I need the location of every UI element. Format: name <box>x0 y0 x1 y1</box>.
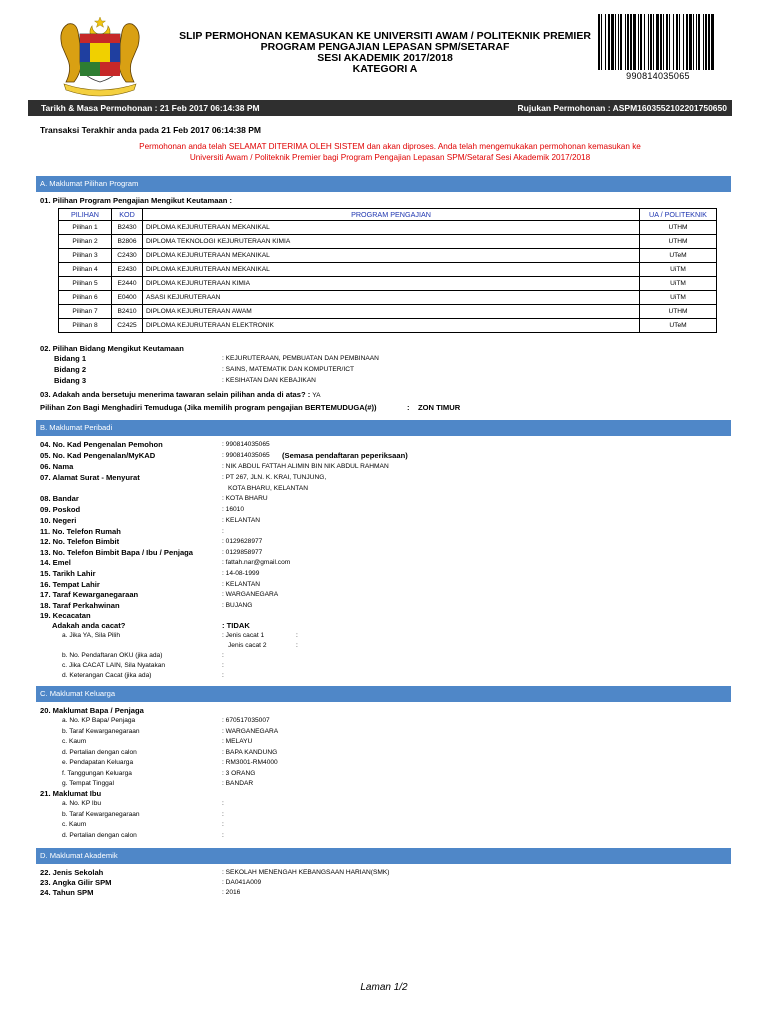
cell-program: DIPLOMA KEJURUTERAAN MEKANIKAL <box>143 249 640 263</box>
father-title: 20. Maklumat Bapa / Penjaga <box>40 706 144 715</box>
barcode-bar <box>669 14 670 70</box>
field-label: b. Taraf Kewarganegaraan <box>62 727 140 735</box>
cell-kod: E2430 <box>112 263 143 277</box>
disability-d-colon: : <box>222 672 224 679</box>
cell-institution: UiTM <box>640 277 717 291</box>
field-value: : 14-08-1999 <box>222 570 260 577</box>
barcode-bar <box>683 14 684 70</box>
barcode-bar <box>644 14 645 70</box>
field-label: 07. Alamat Surat - Menyurat <box>40 473 140 482</box>
field-value: : BANDAR <box>222 780 254 787</box>
table-row <box>59 263 717 277</box>
barcode-bar <box>627 14 629 70</box>
field-label: g. Tempat Tinggal <box>62 780 114 787</box>
col-pilihan: PILIHAN <box>59 209 112 221</box>
field-value: : 16010 <box>222 506 244 513</box>
page-number: Laman 1/2 <box>360 982 408 993</box>
field-label: Bidang 2 <box>54 365 87 374</box>
field-value: : KELANTAN <box>222 517 260 524</box>
cell-kod: B2430 <box>112 221 143 235</box>
interview-zone-value: ZON TIMUR <box>418 403 461 412</box>
field-value: : <box>222 800 224 807</box>
cell-kod: E0400 <box>112 291 143 305</box>
field-value: : <box>222 831 224 839</box>
barcode-bar <box>625 14 626 70</box>
field-label: 14. Emel <box>40 558 71 567</box>
cell-program: DIPLOMA KEJURUTERAAN MEKANIKAL <box>143 263 640 277</box>
field-value: : 0129858977 <box>222 549 263 556</box>
disability-c-colon: : <box>222 662 224 669</box>
barcode-bar <box>640 14 642 70</box>
cell-kod: B2806 <box>112 235 143 249</box>
disability-answer: : TIDAK <box>222 621 250 630</box>
coat-of-arms-logo <box>56 16 144 100</box>
barcode-bar <box>598 14 600 70</box>
field-label: Bidang 1 <box>54 354 87 363</box>
barcode-bar <box>615 14 616 70</box>
barcode-bar <box>696 14 697 70</box>
barcode <box>598 14 716 70</box>
field-label: a. No. KP Bapa/ Penjaga <box>62 717 136 724</box>
disability-b-label: b. No. Pendaftaran OKU (jika ada) <box>62 652 163 659</box>
field-value: : <box>222 821 224 828</box>
cell-kod: C2425 <box>112 319 143 333</box>
interview-zone-label: Pilihan Zon Bagi Menghadiri Temuduga (Jika memilih program pengajian BERTEMUDUGA(#)) <box>40 403 377 412</box>
table-row <box>59 305 717 319</box>
field-value: : BUJANG <box>222 602 253 609</box>
cell-institution: UTeM <box>640 249 717 263</box>
field-label: c. Kaum <box>62 821 87 828</box>
barcode-bar <box>666 14 668 70</box>
question-03 <box>40 390 321 399</box>
section-header-b: B. Maklumat Peribadi <box>36 420 731 436</box>
field-value: : 0129628977 <box>222 538 263 545</box>
field-value: KOTA BHARU, KELANTAN <box>228 485 308 492</box>
field-label: 10. Negeri <box>40 516 77 525</box>
field-label: 09. Poskod <box>40 505 81 514</box>
barcode-bar <box>689 14 692 70</box>
field-label: 06. Nama <box>40 462 74 471</box>
cell-pilihan: Pilihan 2 <box>59 235 112 249</box>
section-header-a: A. Maklumat Pilihan Program <box>36 176 731 192</box>
section-header-c: C. Maklumat Keluarga <box>36 686 731 702</box>
barcode-bar <box>605 14 606 70</box>
field-value: : KOTA BHARU <box>222 495 268 502</box>
field-value: : MELAYU <box>222 738 253 745</box>
field-value: : 990814035065 <box>222 441 270 448</box>
field-label: 05. No. Kad Pengenalan/MyKAD <box>40 451 156 460</box>
field-label: c. Kaum <box>62 738 87 745</box>
field-label: d. Pertalian dengan calon <box>62 748 137 756</box>
table-row <box>59 235 717 249</box>
field-value: : 990814035065 <box>222 452 270 459</box>
barcode-bar <box>686 14 688 70</box>
barcode-bar <box>653 14 654 70</box>
disability-a-label: a. Jika YA, Sila Pilih <box>62 632 121 639</box>
cell-program: DIPLOMA KEJURUTERAAN ELEKTRONIK <box>143 319 640 333</box>
cell-institution: UTHM <box>640 235 717 249</box>
barcode-bar <box>703 14 704 70</box>
last-transaction: Transaksi Terakhir anda pada 21 Feb 2017 06:14:38 PM <box>40 125 261 135</box>
cell-kod: C2430 <box>112 249 143 263</box>
barcode-bar <box>660 14 662 70</box>
disability-question: Adakah anda cacat? <box>52 621 126 630</box>
field-value: : WARGANEGARA <box>222 727 279 735</box>
cell-pilihan: Pilihan 5 <box>59 277 112 291</box>
barcode-bar <box>620 14 622 70</box>
field-label: e. Pendapatan Keluarga <box>62 759 134 766</box>
cell-pilihan: Pilihan 8 <box>59 319 112 333</box>
barcode-bar <box>711 14 714 70</box>
field-value: : WARGANEGARA <box>222 591 279 598</box>
barcode-bar <box>618 14 619 70</box>
field-value: : KESIHATAN DAN KEBAJIKAN <box>222 377 316 384</box>
field-label: 22. Jenis Sekolah <box>40 868 104 877</box>
disability-type-2-colon: : <box>296 642 298 649</box>
cell-pilihan: Pilihan 3 <box>59 249 112 263</box>
disability-c-label: c. Jika CACAT LAIN, Sila Nyatakan <box>62 662 166 669</box>
field-label: 12. No. Telefon Bimbit <box>40 537 120 546</box>
field-value: : KEJURUTERAAN, PEMBUATAN DAN PEMBINAAN <box>222 355 379 362</box>
col-kod: KOD <box>112 209 143 221</box>
notice-line-1: Permohonan anda telah SELAMAT DITERIMA OLEH SISTEM dan akan diproses. Anda telah mengemukakan permohonan kemasukan ke <box>139 142 641 151</box>
barcode-bar <box>648 14 649 70</box>
field-label: 15. Tarikh Lahir <box>40 569 96 578</box>
barcode-bar <box>611 14 614 70</box>
barcode-bar <box>633 14 636 70</box>
cell-institution: UTeM <box>640 319 717 333</box>
disability-d-label: d. Keterangan Cacat (jika ada) <box>62 672 152 679</box>
barcode-bar <box>650 14 652 70</box>
field-value: : DA041A009 <box>222 879 262 886</box>
barcode-bar <box>638 14 639 70</box>
disability-type-1: : Jenis cacat 1 <box>222 632 265 639</box>
cell-pilihan: Pilihan 4 <box>59 263 112 277</box>
field-value: : SAINS, MATEMATIK DAN KOMPUTER/ICT <box>222 366 355 373</box>
table-row <box>59 249 717 263</box>
col-program: PROGRAM PENGAJIAN <box>143 209 640 221</box>
field-value: : 3 ORANG <box>222 769 256 777</box>
cell-pilihan: Pilihan 6 <box>59 291 112 305</box>
table-row <box>59 277 717 291</box>
cell-pilihan: Pilihan 7 <box>59 305 112 319</box>
cell-institution: UiTM <box>640 291 717 305</box>
document-title-line-2: PROGRAM PENGAJIAN LEPASAN SPM/SETARAF <box>260 41 510 53</box>
table-row <box>59 319 717 333</box>
application-reference: Rujukan Permohonan : ASPM1603552102201750650 <box>517 103 727 113</box>
section-header-d: D. Maklumat Akademik <box>36 848 731 864</box>
field-label: 23. Angka Gilir SPM <box>40 878 112 887</box>
cell-program: ASASI KEJURUTERAAN <box>143 291 640 305</box>
barcode-bar <box>679 14 680 70</box>
document-title-line-1: SLIP PERMOHONAN KEMASUKAN KE UNIVERSITI AWAM / POLITEKNIK PREMIER <box>179 30 591 42</box>
cell-institution: UTHM <box>640 305 717 319</box>
cell-kod: B2410 <box>112 305 143 319</box>
cell-kod: E2440 <box>112 277 143 291</box>
field-value: : <box>222 810 224 818</box>
barcode-number: 990814035065 <box>626 71 690 81</box>
question-03-value: YA <box>312 392 321 399</box>
field-label: d. Pertalian dengan calon <box>62 831 137 839</box>
cell-program: DIPLOMA KEJURUTERAAN AWAM <box>143 305 640 319</box>
field-label: 13. No. Telefon Bimbit Bapa / Ibu / Penjaga <box>40 548 194 557</box>
field-value: : PT 267, JLN. K. KRAI, TUNJUNG, <box>222 474 327 481</box>
field-value: : fattah.nar@gmail.com <box>222 559 291 566</box>
barcode-bar <box>608 14 610 70</box>
field-value: : 2016 <box>222 889 241 896</box>
question-02: 02. Pilihan Bidang Mengikut Keutamaan <box>40 344 184 353</box>
application-info-bar <box>28 100 732 116</box>
field-label: 17. Taraf Kewarganegaraan <box>40 590 139 599</box>
barcode-bar <box>693 14 694 70</box>
field-label: 24. Tahun SPM <box>40 888 94 897</box>
cell-program: DIPLOMA TEKNOLOGI KEJURUTERAAN KIMIA <box>143 235 640 249</box>
mother-title: 21. Maklumat Ibu <box>40 789 102 798</box>
field-label: a. No. KP Ibu <box>62 800 102 807</box>
field-label: 16. Tempat Lahir <box>40 580 100 589</box>
field-label: 11. No. Telefon Rumah <box>40 527 121 536</box>
field-value: : RM3001-RM4000 <box>222 759 278 766</box>
question-03-label: 03. Adakah anda bersetuju menerima tawaran selain pilihan anda di atas? : <box>40 390 311 399</box>
field-label: b. Taraf Kewarganegaraan <box>62 810 140 818</box>
field-value: : KELANTAN <box>222 581 260 588</box>
notice-line-2: Universiti Awam / Politeknik Premier bagi Program Pengajian Lepasan SPM/Setaraf Sesi Akademik 2017/2018 <box>189 153 591 162</box>
question-01: 01. Pilihan Program Pengajian Mengikut Keutamaan : <box>40 196 232 205</box>
barcode-bar <box>705 14 707 70</box>
interview-zone-separator: : <box>407 403 410 412</box>
field-value: : SEKOLAH MENENGAH KEBANGSAAN HARIAN(SMK) <box>222 869 390 876</box>
field-note: (Semasa pendaftaran peperiksaan) <box>282 451 408 460</box>
field-value: : BAPA KANDUNG <box>222 748 278 756</box>
application-datetime: Tarikh & Masa Permohonan : 21 Feb 2017 06:14:38 PM <box>41 103 260 113</box>
field-value: : 670517035007 <box>222 717 270 724</box>
barcode-bar <box>708 14 710 70</box>
cell-pilihan: Pilihan 1 <box>59 221 112 235</box>
col-institution: UA / POLITEKNIK <box>640 209 717 221</box>
barcode-bar <box>601 14 602 70</box>
barcode-bar <box>663 14 664 70</box>
barcode-bar <box>698 14 700 70</box>
field-value: : <box>222 528 224 535</box>
table-row <box>59 221 717 235</box>
field-value: : NIK ABDUL FATTAH ALIMIN BIN NIK ABDUL RAHMAN <box>222 463 389 470</box>
cell-institution: UTHM <box>640 221 717 235</box>
field-label: f. Tanggungan Keluarga <box>62 769 132 777</box>
disability-type-1-colon: : <box>296 632 298 639</box>
program-choice-table <box>58 208 717 333</box>
disability-type-2: Jenis cacat 2 <box>228 642 267 649</box>
field-label: 08. Bandar <box>40 494 79 503</box>
field-label: 18. Taraf Perkahwinan <box>40 601 120 610</box>
field-label: Bidang 3 <box>54 376 87 385</box>
disability-b-colon: : <box>222 652 224 659</box>
document-title-line-4: KATEGORI A <box>352 63 418 75</box>
barcode-bar <box>673 14 674 70</box>
cell-program: DIPLOMA KEJURUTERAAN KIMIA <box>143 277 640 291</box>
barcode-bar <box>630 14 632 70</box>
cell-program: DIPLOMA KEJURUTERAAN MEKANIKAL <box>143 221 640 235</box>
barcode-bar <box>656 14 659 70</box>
barcode-bar <box>676 14 678 70</box>
table-row <box>59 291 717 305</box>
cell-institution: UiTM <box>640 263 717 277</box>
field-label: 04. No. Kad Pengenalan Pemohon <box>40 440 163 449</box>
field-label: 19. Kecacatan <box>40 611 91 620</box>
document-title-line-3: SESI AKADEMIK 2017/2018 <box>317 52 453 64</box>
